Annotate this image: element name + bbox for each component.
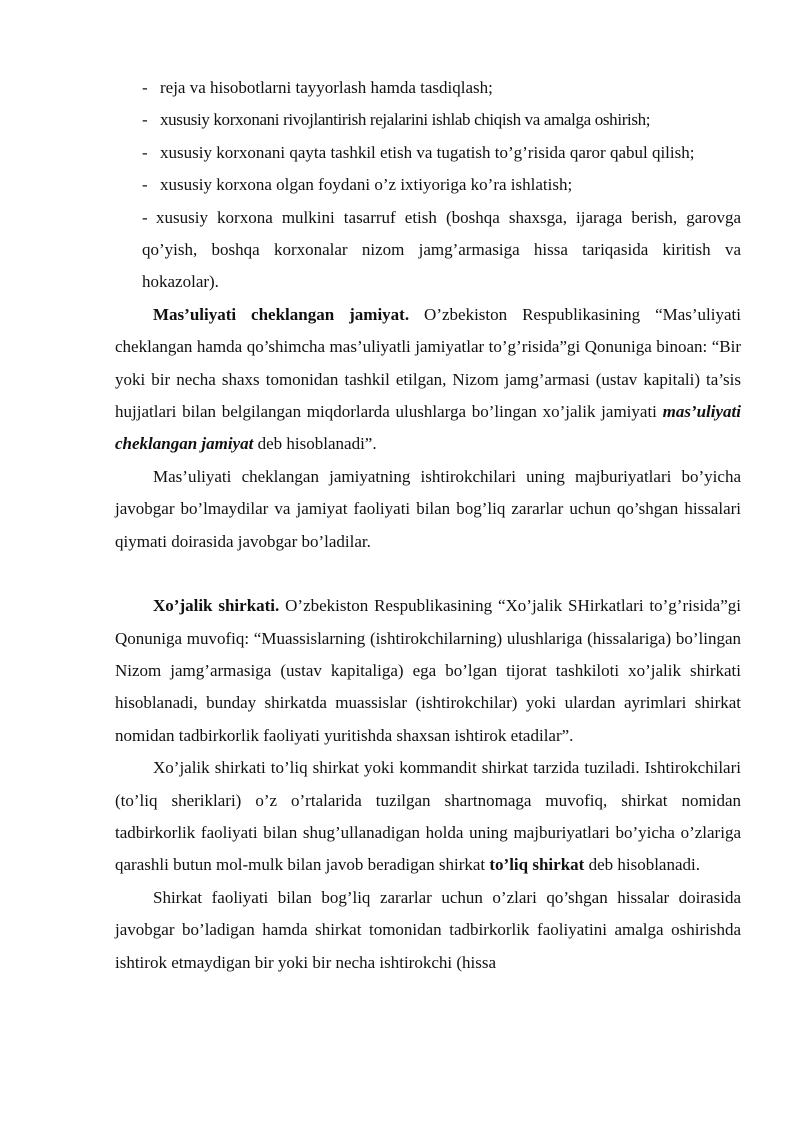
paragraph-llc [115,299,741,461]
section-heading: Xo’jalik shirkati. [153,596,280,616]
defined-term: to’liq shirkat [489,855,585,875]
list-item-text: reja va hisobotlarni tayyorlash hamda tasdiqlash; [160,78,493,97]
list-item [115,169,741,201]
list-item [115,104,741,136]
list-item-text: xususiy korxonani qayta tashkil etish va tugatish to’g’risida qaror qabul qilish; [160,142,695,162]
bullet-dash: - [142,142,148,162]
bullet-dash: - [142,207,148,227]
list-item [115,72,741,104]
bullet-dash: - [142,175,148,195]
paragraph-spacer [115,558,741,590]
list-item-text: xususiy korxona mulkini tasarruf etish (boshqa shaxsga, ijaraga berish, garovga qo’yish, boshqa korxonalar nizom jamg’armasiga hissa tariqasida kiritish va hokazolar). [142,207,741,292]
paragraph-text: deb hisoblanadi. [584,855,700,875]
paragraph-text: Xo’jalik shirkati to’liq shirkat yoki kommandit shirkat tarzida tuziladi. Ishtirokchilari (to’liq sheriklari) o’z o’rtalarida tuzilgan shartnomaga muvofiq, shirkat nomidan tadbirkorlik faoliyati bilan shug’ullanadigan holda uning majburiyatlari bo’yicha o’zlariga qarashli butun mol-mulk bilan javob beradigan shirkat [115,758,741,875]
paragraph-text: O’zbekiston Respublikasining “Xo’jalik SHirkatlari to’g’risida”gi Qonuniga muvofiq: “Muassislarning (ishtirokchilarning) ulushlariga (hissalariga) bo’lingan Nizom jamg’armasiga (ustav kapitaliga) ega bo’lgan tijorat tashkiloti xo’jalik shirkati hisoblanadi, bunday shirkatda muassislar (ishtirokchilar) yoki ulardan ayrimlari shirkat nomidan tadbirkorlik faoliyati yuritishda shaxsan ishtirok etadilar”. [115,596,741,745]
list-item [115,137,741,169]
section-heading: Mas’uliyati cheklangan jamiyat. [153,304,410,324]
paragraph-llc-liability: Mas’uliyati cheklangan jamiyatning ishtirokchilari uning majburiyatlari bo’yicha javobgar bo’lmaydilar va jamiyat faoliyati bilan bog’liq zararlar uchun qo’shgan hissalari qiymati doirasida javobgar bo’ladilar. [115,466,741,551]
list-item [115,202,741,299]
list-item-text: xususiy korxonani rivojlantirish rejalarini ishlab chiqish va amalga oshirish; [160,110,651,130]
defined-term: mas’uliyati cheklangan jamiyat [115,402,741,454]
bullet-dash: - [142,78,148,97]
document-body [115,72,741,979]
paragraph-full-partnership [115,752,741,882]
paragraph-limited-partnership: Shirkat faoliyati bilan bog’liq zararlar uchun o’zlari qo’shgan hissalar doirasida javobgar bo’ladigan hamda shirkat tomonidan tadbirkorlik faoliyatini amalga oshirishda ishtirok etmaydigan bir yoki bir necha ishtirokchi (hissa [115,887,741,972]
paragraph-text: O’zbekiston Respublikasining “Mas’uliyati cheklangan hamda qo’shimcha mas’uliyatli jamiyatlar to’g’risida”gi Qonuniga binoan: “Bir yoki bir necha shaxs tomonidan tashkil etilgan, Nizom jamg’armasi (ustav kapitali) ta’sis hujjatlari bilan belgilangan miqdorlarda ulushlarga bo’lingan xo’jalik jamiyati [115,304,741,422]
paragraph-partnership [115,590,741,752]
bullet-dash: - [142,110,148,130]
list-item-text: xususiy korxona olgan foydani o’z ixtiyoriga ko’ra ishlatish; [160,175,573,195]
paragraph-text: deb hisoblanadi”. [253,434,377,454]
